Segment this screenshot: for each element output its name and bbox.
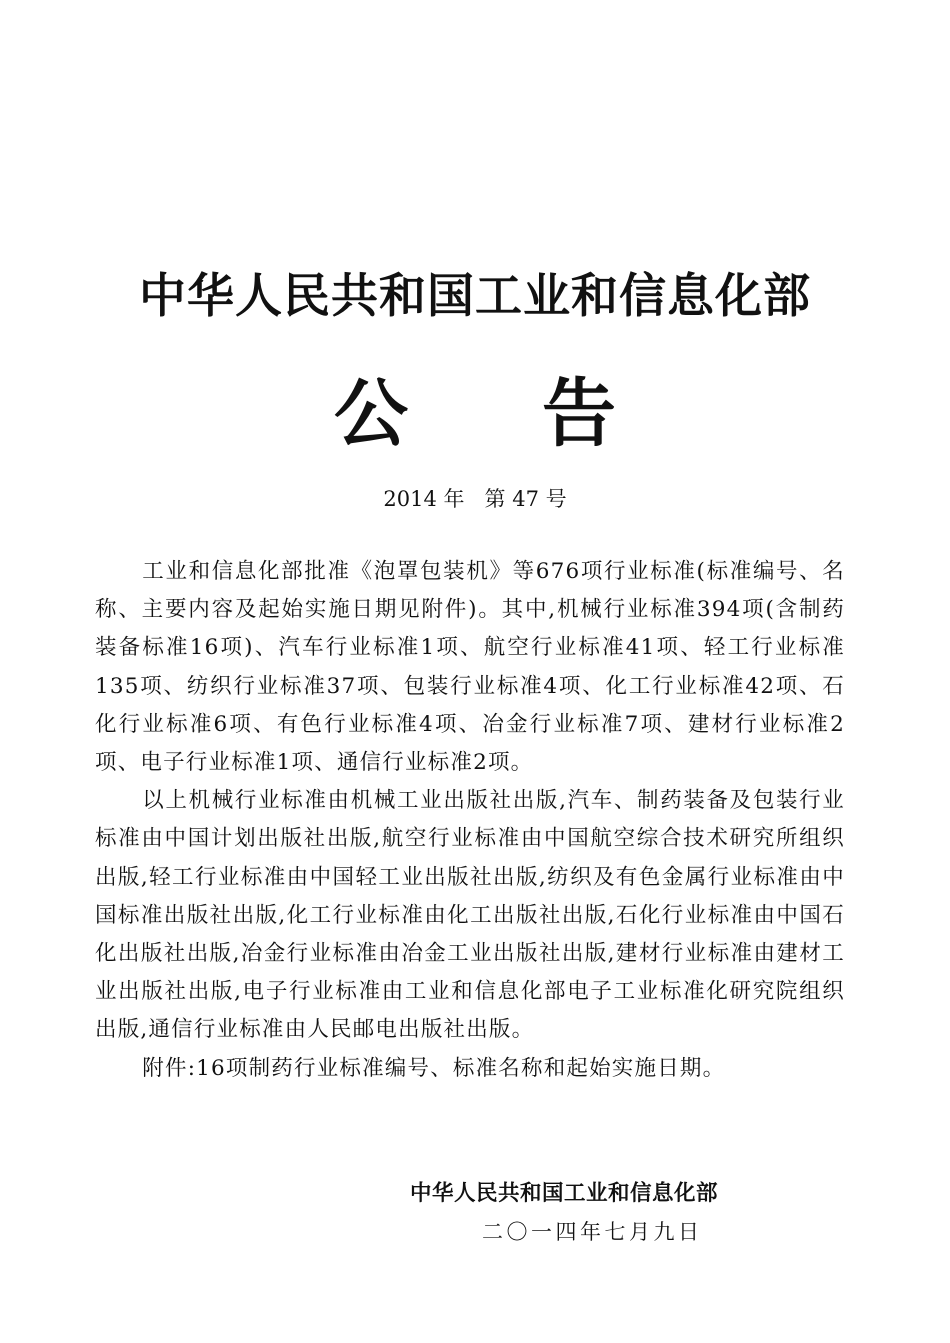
body-paragraph-publishers: 以上机械行业标准由机械工业出版社出版,汽车、制药装备及包装行业标准由中国计划出版社出版,航空行业标准由中国航空综合技术研究所组织出版,轻工行业标准由中国轻工业出版社出版,纺织及有色金属行业标准由中国标准出版社出版,化工行业标准由化工出版社出版,石化行业标准由中国石化出版社出版,冶金行业标准由冶金工业出版社出版,建材行业标准由建材工业出版社出版,电子行业标准由工业和信息化部电子工业标准化研究院组织出版,通信行业标准由人民邮电出版社出版。 xyxy=(95,788,845,1043)
issuer-title: 中华人民共和国工业和信息化部 xyxy=(139,269,811,324)
document-type-heading: 公告 xyxy=(334,371,750,457)
attachment-note: 附件:16项制药行业标准编号、标准名称和起始实施日期。 xyxy=(142,1055,726,1081)
document-number: 2014 年 第 47 号 xyxy=(383,487,567,511)
body-paragraph-approval: 工业和信息化部批准《泡罩包装机》等676项行业标准(标准编号、名称、主要内容及起始实施日期见附件)。其中,机械行业标准394项(含制药装备标准16项)、汽车行业标准1项、航空行业标准41项、轻工行业标准135项、纺织行业标准37项、包装行业标准4项、化工行业标准42项、石化行业标准6项、有色行业标准4项、冶金行业标准7项、建材行业标准2项、电子行业标准1项、通信行业标准2项。 xyxy=(95,559,845,776)
announcement-body xyxy=(95,553,845,1088)
signature-organization: 中华人民共和国工业和信息化部 xyxy=(410,1181,719,1206)
signature-date: 二〇一四年七月九日 xyxy=(482,1220,703,1244)
